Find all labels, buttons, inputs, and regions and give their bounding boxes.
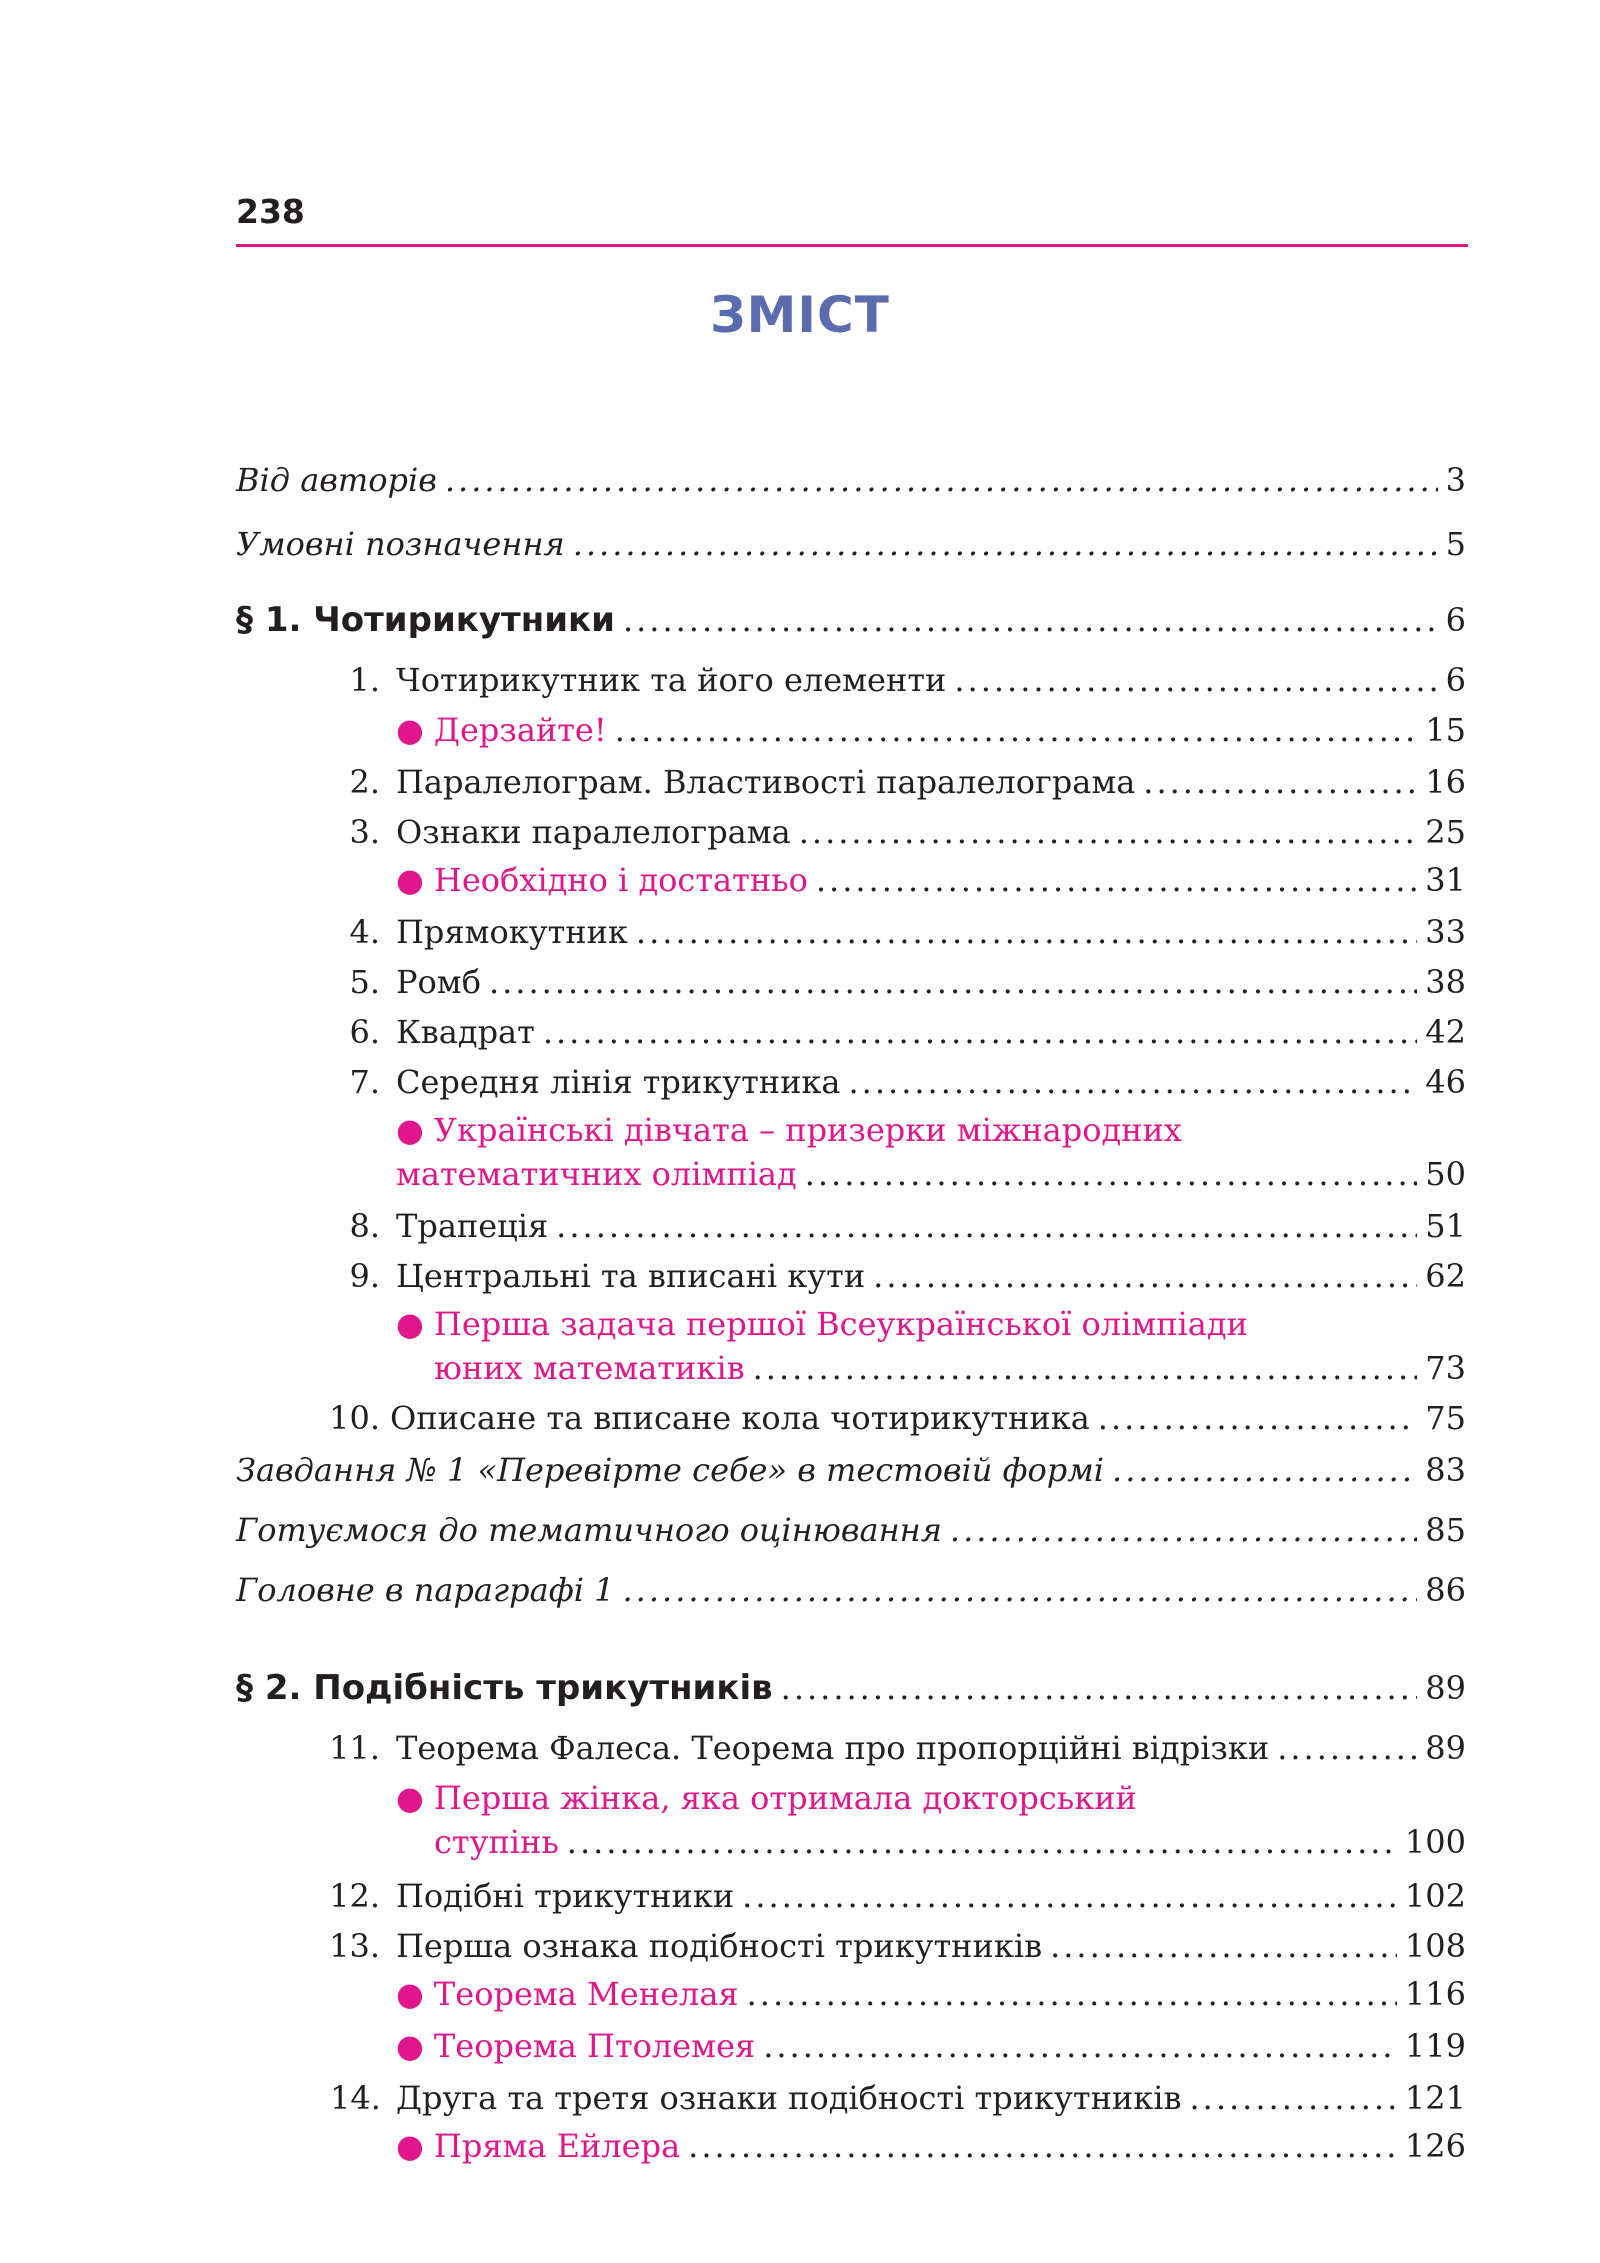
leader-dots xyxy=(849,1060,1418,1104)
toc-entry-label: Ромб xyxy=(396,963,481,1001)
toc-entry-label: Від авторів xyxy=(236,461,437,499)
leader-dots xyxy=(747,1972,1397,2016)
leader-dots xyxy=(636,910,1417,954)
toc-section-label: § 1. Чотирикутники xyxy=(236,600,615,640)
toc-entry-label: Прямокутник xyxy=(396,913,628,951)
toc-entry-number: 2. xyxy=(349,763,380,801)
toc-entry-label: Квадрат xyxy=(396,1013,535,1051)
leader-dots xyxy=(781,1666,1418,1710)
leader-dots xyxy=(1189,2076,1396,2120)
toc-entry[interactable] xyxy=(316,1874,1466,1918)
toc-page-number: 89 xyxy=(1425,1669,1466,1707)
toc-entry[interactable] xyxy=(330,1060,1466,1104)
toc-entry-authors[interactable] xyxy=(236,458,1466,502)
leader-dots xyxy=(1143,760,1417,804)
toc-section-label: § 2. Подібність трикутників xyxy=(236,1668,773,1708)
toc-entry-label: Пряма Ейлера xyxy=(433,2127,681,2165)
leader-dots xyxy=(543,1010,1417,1054)
toc-entry-label: Необхідно і достатньо xyxy=(433,861,808,899)
toc-page-number: 16 xyxy=(1425,763,1466,801)
toc-entry-number: 12. xyxy=(329,1877,380,1915)
toc-entry[interactable] xyxy=(330,658,1466,702)
toc-entry-summary[interactable] xyxy=(236,1568,1466,1612)
toc-entry-number: 11. xyxy=(329,1729,380,1767)
toc-entry-label: юних математиків xyxy=(434,1349,745,1387)
leader-dots xyxy=(567,1820,1397,1864)
toc-entry-label: Головне в параграфі 1 xyxy=(236,1571,615,1609)
toc-entry-label: математичних олімпіад xyxy=(396,1155,797,1193)
toc-entry-label: Середня лінія трикутника xyxy=(396,1063,841,1101)
leader-dots xyxy=(742,1874,1397,1918)
bullet-icon: ● xyxy=(396,1305,424,1343)
toc-entry-label: Умовні позначення xyxy=(236,525,565,563)
toc-entry-label: Паралелограм. Властивості паралелограма xyxy=(396,763,1136,801)
bullet-icon: ● xyxy=(396,711,424,749)
toc-sidebar-entry[interactable] xyxy=(396,2024,1466,2068)
toc-section-2[interactable] xyxy=(236,1666,1466,1710)
toc-entry-number: 13. xyxy=(329,1927,380,1965)
toc-page-number: 42 xyxy=(1425,1013,1466,1051)
toc-entry-number: 9. xyxy=(349,1257,380,1295)
bullet-icon: ● xyxy=(396,1111,424,1149)
page-title: ЗМІСТ xyxy=(710,286,890,344)
toc-entry-number: 10. xyxy=(329,1399,380,1437)
toc-entry-assessment[interactable] xyxy=(236,1508,1466,1552)
toc-page-number: 6 xyxy=(1445,661,1466,699)
toc-page-number: 73 xyxy=(1425,1349,1466,1387)
leader-dots xyxy=(873,1254,1417,1298)
toc-entry-label: Трапеція xyxy=(396,1207,549,1245)
toc-sidebar-entry[interactable] xyxy=(396,1972,1466,2016)
toc-entry[interactable] xyxy=(330,910,1466,954)
toc-page-number: 46 xyxy=(1425,1063,1466,1101)
toc-entry-legend[interactable] xyxy=(236,522,1466,566)
bullet-icon: ● xyxy=(396,2127,424,2165)
leader-dots xyxy=(1112,1448,1417,1492)
toc-entry-label: Друга та третя ознаки подібності трикутників xyxy=(396,2079,1182,2117)
bullet-icon: ● xyxy=(396,1779,424,1817)
toc-sidebar-entry-line1 xyxy=(396,1776,1137,1820)
leader-dots xyxy=(573,522,1438,566)
toc-entry-number: 7. xyxy=(349,1063,380,1101)
toc-entry[interactable] xyxy=(330,960,1466,1004)
toc-entry-label-line1: Перша задача першої Всеукраїнської олімпіади xyxy=(433,1305,1248,1343)
toc-page-number: 25 xyxy=(1425,813,1466,851)
leader-dots xyxy=(1277,1726,1417,1770)
toc-entry[interactable] xyxy=(330,1010,1466,1054)
leader-dots xyxy=(489,960,1417,1004)
toc-page-number: 62 xyxy=(1425,1257,1466,1295)
leader-dots xyxy=(1098,1396,1418,1440)
toc-entry-test[interactable] xyxy=(236,1448,1466,1492)
toc-sidebar-entry[interactable] xyxy=(434,1346,1466,1390)
toc-entry-number: 14. xyxy=(330,2079,381,2117)
toc-page-number: 121 xyxy=(1404,2079,1466,2117)
leader-dots xyxy=(950,1508,1417,1552)
toc-entry-label: Центральні та вписані кути xyxy=(396,1257,866,1295)
leader-dots xyxy=(623,1568,1418,1612)
toc-sidebar-entry[interactable] xyxy=(396,1152,1466,1196)
toc-entry[interactable] xyxy=(330,1254,1466,1298)
toc-page-number: 102 xyxy=(1404,1877,1466,1915)
toc-page-number: 33 xyxy=(1425,913,1466,951)
leader-dots xyxy=(753,1346,1418,1390)
toc-page-number: 31 xyxy=(1425,861,1466,899)
leader-dots xyxy=(763,2024,1397,2068)
toc-sidebar-entry[interactable] xyxy=(396,858,1466,902)
bullet-icon: ● xyxy=(396,1975,424,2013)
toc-sidebar-entry-line1 xyxy=(396,1108,1182,1152)
leader-dots xyxy=(688,2124,1397,2168)
toc-entry[interactable] xyxy=(330,1204,1466,1248)
toc-entry-label: Теорема Птолемея xyxy=(433,2027,756,2065)
toc-entry-label: Описане та вписане кола чотирикутника xyxy=(390,1399,1090,1437)
toc-entry-label: Ознаки паралелограма xyxy=(396,813,791,851)
toc-page-number: 6 xyxy=(1445,601,1466,639)
toc-entry-number: 5. xyxy=(349,963,380,1001)
leader-dots xyxy=(623,598,1438,642)
toc-entry[interactable] xyxy=(330,760,1466,804)
bullet-icon: ● xyxy=(396,861,424,899)
toc-entry-label-line1: Перша жінка, яка отримала докторський xyxy=(433,1779,1137,1817)
toc-page-number: 100 xyxy=(1404,1823,1466,1861)
toc-entry-label: ступінь xyxy=(434,1823,559,1861)
toc-page-number: 83 xyxy=(1425,1451,1466,1489)
leader-dots xyxy=(445,458,1438,502)
toc-page-number: 119 xyxy=(1404,2027,1466,2065)
toc-page-number: 38 xyxy=(1425,963,1466,1001)
toc-page-number: 126 xyxy=(1404,2127,1466,2165)
toc-entry-number: 6. xyxy=(349,1013,380,1051)
toc-page-number: 3 xyxy=(1445,461,1466,499)
toc-sidebar-entry[interactable] xyxy=(396,2124,1466,2168)
toc-entry-label: Завдання № 1 «Перевірте себе» в тестовій формі xyxy=(236,1451,1105,1489)
toc-entry-label-line1: Українські дівчата – призерки міжнародних xyxy=(433,1111,1182,1149)
toc-page-number: 85 xyxy=(1425,1511,1466,1549)
leader-dots xyxy=(805,1152,1418,1196)
toc-entry-label: Теорема Фалеса. Теорема про пропорційні відрізки xyxy=(396,1729,1270,1767)
toc-entry-number: 3. xyxy=(349,813,380,851)
toc-page-number: 15 xyxy=(1425,711,1466,749)
toc-sidebar-entry-line1 xyxy=(396,1302,1248,1346)
bullet-icon: ● xyxy=(396,2027,424,2065)
toc-page-number: 50 xyxy=(1425,1155,1466,1193)
toc-entry-number: 1. xyxy=(349,661,380,699)
toc-entry[interactable] xyxy=(330,2076,1466,2120)
toc-entry[interactable] xyxy=(330,810,1466,854)
toc-entry[interactable] xyxy=(316,1726,1466,1770)
toc-section-1[interactable] xyxy=(236,598,1466,642)
toc-entry-label: Перша ознака подібності трикутників xyxy=(396,1927,1043,1965)
toc-page-number: 89 xyxy=(1425,1729,1466,1767)
toc-page-number: 5 xyxy=(1445,525,1466,563)
leader-dots xyxy=(1050,1924,1397,1968)
toc-entry-label: Подібні трикутники xyxy=(396,1877,735,1915)
toc-page-number: 86 xyxy=(1425,1571,1466,1609)
leader-dots xyxy=(816,858,1417,902)
toc-sidebar-entry[interactable] xyxy=(434,1820,1466,1864)
page-number: 238 xyxy=(236,192,305,231)
leader-dots xyxy=(954,658,1437,702)
toc-entry[interactable] xyxy=(316,1396,1466,1440)
toc-entry-number: 8. xyxy=(349,1207,380,1245)
toc-page-number: 108 xyxy=(1404,1927,1466,1965)
toc-entry-label: Дерзайте! xyxy=(433,711,607,749)
toc-entry-label: Теорема Менелая xyxy=(433,1975,739,2013)
toc-entry-label: Чотирикутник та його елементи xyxy=(396,661,947,699)
toc-entry-number: 4. xyxy=(349,913,380,951)
toc-page-number: 116 xyxy=(1404,1975,1466,2013)
leader-dots xyxy=(615,708,1418,752)
toc-page-number: 51 xyxy=(1425,1207,1466,1245)
toc-entry-label: Готуємося до тематичного оцінювання xyxy=(236,1511,942,1549)
toc-page-number: 75 xyxy=(1425,1399,1466,1437)
leader-dots xyxy=(556,1204,1417,1248)
leader-dots xyxy=(799,810,1418,854)
toc-entry[interactable] xyxy=(316,1924,1466,1968)
toc-sidebar-entry[interactable] xyxy=(396,708,1466,752)
